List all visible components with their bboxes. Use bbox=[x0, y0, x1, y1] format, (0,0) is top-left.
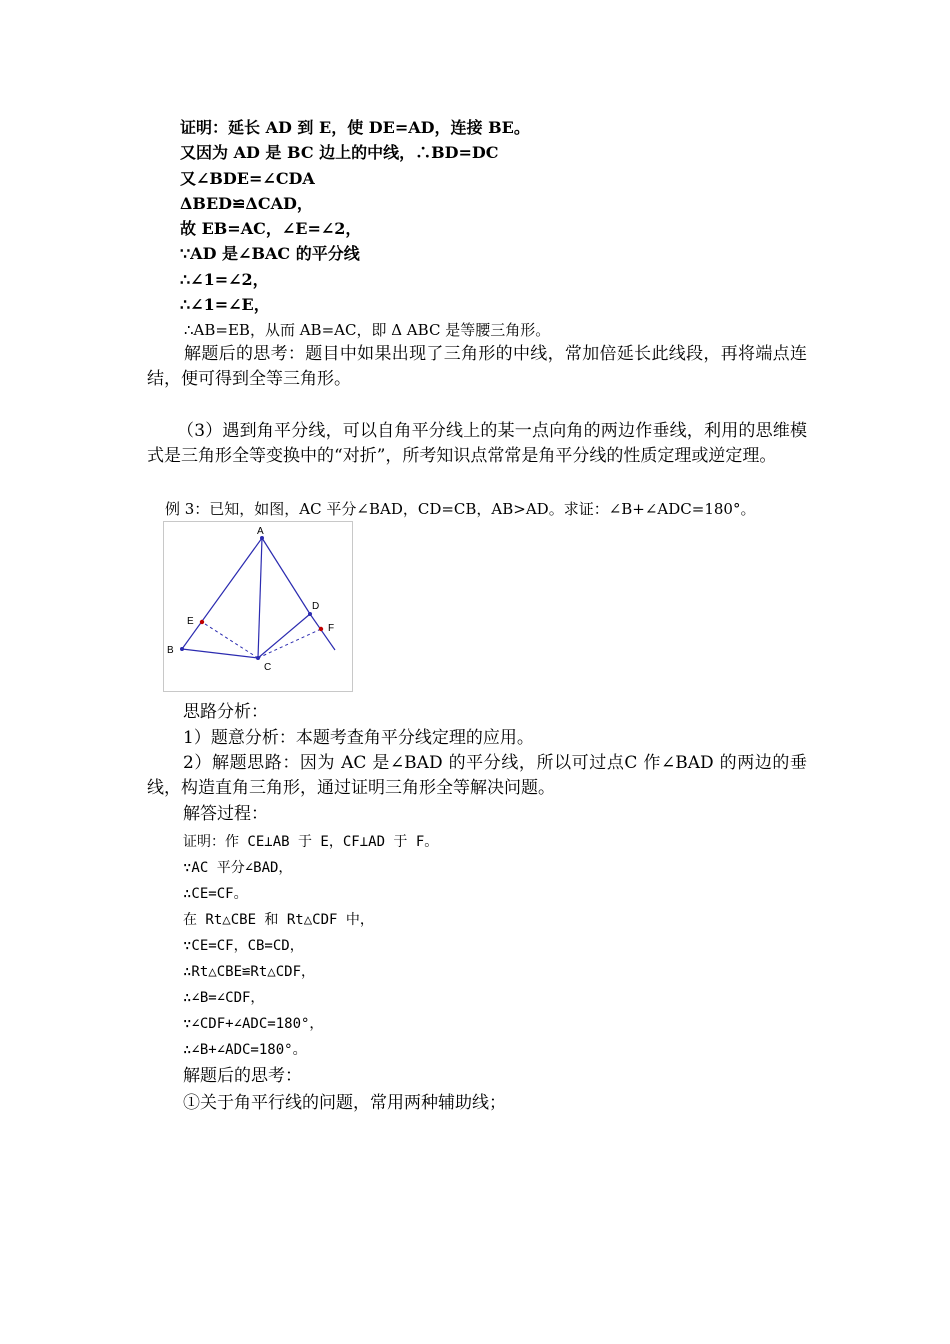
proof1-line-9: ∴AB=EB，从而 AB=AC，即 Δ ABC 是等腰三角形。 bbox=[184, 321, 551, 339]
solution-line-6: ∴Rt△CBE≌Rt△CDF， bbox=[183, 964, 316, 980]
label-d: D bbox=[312, 601, 320, 612]
label-a: A bbox=[257, 526, 264, 537]
segment-cf bbox=[258, 629, 321, 658]
solution-heading: 解答过程： bbox=[183, 804, 268, 824]
proof1-line-3: 又∠BDE=∠CDA bbox=[180, 169, 315, 188]
solid-lines bbox=[182, 538, 335, 658]
segment-cd bbox=[258, 614, 310, 658]
solution-line-4: 在 Rt△CBE 和 Rt△CDF 中， bbox=[183, 912, 374, 928]
point-b bbox=[180, 647, 184, 651]
segment-ac bbox=[258, 538, 262, 658]
proof1-line-1: 证明：延长 AD 到 E，使 DE=AD，连接 BE。 bbox=[180, 118, 530, 137]
solution-line-8: ∵∠CDF+∠ADC=180°， bbox=[183, 1016, 324, 1032]
dashed-lines bbox=[202, 622, 321, 658]
points bbox=[180, 536, 323, 660]
proof1-line-5: 故 EB=AC，∠E=∠2， bbox=[180, 219, 362, 238]
proof1-line-7: ∴∠1=∠2， bbox=[180, 270, 269, 289]
label-f: F bbox=[328, 623, 335, 634]
analysis-item-1: 1）题意分析：本题考查角平分线定理的应用。 bbox=[183, 728, 534, 748]
point-f bbox=[319, 627, 323, 631]
proof1-line-6: ∵AD 是∠BAC 的平分线 bbox=[180, 244, 360, 263]
segment-ad bbox=[262, 538, 310, 614]
reflection-2-item-1: ①关于角平行线的问题，常用两种辅助线； bbox=[183, 1093, 506, 1113]
proof1-line-8: ∴∠1=∠E， bbox=[180, 295, 270, 314]
reflection-1: 解题后的思考：题目中如果出现了三角形的中线，常加倍延长此线段，再将端点连结，便可得到全等三角形。 bbox=[147, 344, 807, 389]
point-d bbox=[308, 612, 312, 616]
reflection-2-heading: 解题后的思考： bbox=[183, 1066, 302, 1086]
solution-line-5: ∵CE=CF，CB=CD， bbox=[183, 938, 304, 954]
point-e bbox=[200, 620, 204, 624]
analysis-heading: 思路分析： bbox=[183, 702, 268, 722]
analysis-item-2: 2）解题思路：因为 AC 是∠BAD 的平分线，所以可过点C 作∠BAD 的两边的垂线，构造直角三角形，通过证明三角形全等解决问题。 bbox=[147, 753, 807, 798]
label-e: E bbox=[187, 616, 194, 627]
geometry-figure bbox=[163, 521, 353, 692]
solution-line-3: ∴CE=CF。 bbox=[183, 886, 248, 902]
segment-ab bbox=[182, 538, 262, 649]
solution-line-1: 证明：作 CE⊥AB 于 E，CF⊥AD 于 F。 bbox=[183, 834, 439, 850]
solution-line-2: ∵AC 平分∠BAD， bbox=[183, 860, 293, 876]
section-3-paragraph: （3）遇到角平分线，可以自角平分线上的某一点向角的两边作垂线，利用的思维模式是三角形全等变换中的“对折”，所考知识点常常是角平分线的性质定理或逆定理。 bbox=[147, 421, 807, 466]
proof1-line-2: 又因为 AD 是 BC 边上的中线，∴BD=DC bbox=[180, 143, 499, 162]
solution-line-7: ∴∠B=∠CDF， bbox=[183, 990, 265, 1006]
label-c: C bbox=[264, 662, 272, 673]
label-b: B bbox=[167, 645, 174, 656]
solution-line-9: ∴∠B+∠ADC=180°。 bbox=[183, 1042, 307, 1058]
example-3-statement: 例 3：已知，如图，AC 平分∠BAD，CD=CB，AB>AD。求证：∠B+∠ADC=180°。 bbox=[165, 500, 756, 518]
proof1-line-4: ΔBED≌ΔCAD， bbox=[180, 194, 313, 213]
point-c bbox=[256, 656, 260, 660]
